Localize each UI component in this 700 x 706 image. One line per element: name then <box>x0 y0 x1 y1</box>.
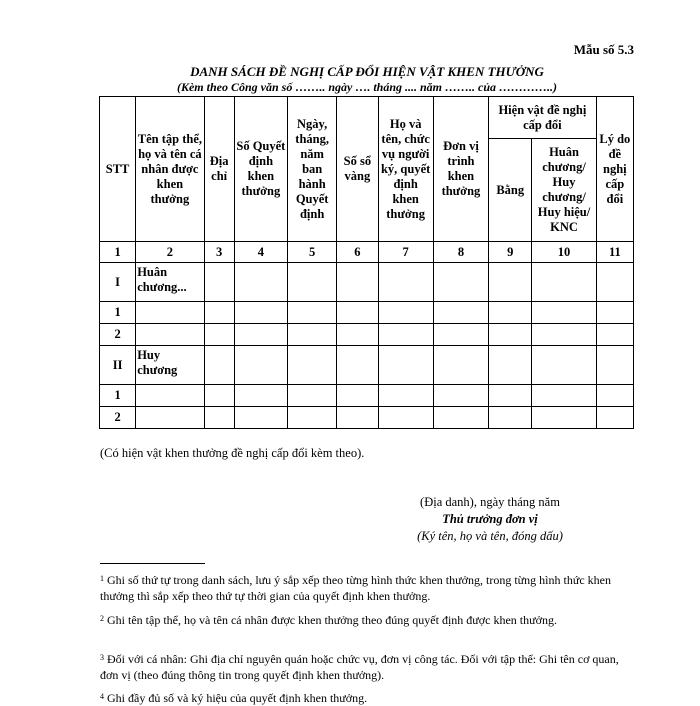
empty-cell <box>532 346 596 385</box>
footnote <box>100 612 630 628</box>
empty-cell <box>433 302 488 324</box>
empty-cell <box>378 302 433 324</box>
group-row <box>100 263 634 302</box>
header-gold-book: Số sổ vàng <box>337 97 378 242</box>
table-row <box>100 385 634 407</box>
column-number: 2 <box>136 242 204 263</box>
column-number: 11 <box>596 242 633 263</box>
empty-cell <box>337 346 378 385</box>
empty-cell <box>596 407 633 429</box>
group-roman: I <box>100 263 136 302</box>
footnote <box>100 651 630 683</box>
empty-cell <box>489 324 532 346</box>
attachment-note: (Có hiện vật khen thưởng đề nghị cấp đổi kèm theo). <box>100 446 365 460</box>
group-name: Huy chương <box>136 346 204 385</box>
table-row <box>100 407 634 429</box>
empty-cell <box>489 407 532 429</box>
empty-cell <box>234 407 287 429</box>
empty-cell <box>136 385 204 407</box>
row-number: 1 <box>100 302 136 324</box>
empty-cell <box>433 324 488 346</box>
header-name: Tên tập thể, họ và tên cá nhân được khen thưởng <box>136 97 204 242</box>
empty-cell <box>204 302 234 324</box>
header-stt: STT <box>100 97 136 242</box>
empty-cell <box>596 324 633 346</box>
header-medal: Huân chương/ Huy chương/ Huy hiệu/ KNC <box>532 139 596 242</box>
empty-cell <box>337 385 378 407</box>
footnote-number: 4 <box>100 692 104 701</box>
empty-cell <box>204 346 234 385</box>
empty-cell <box>288 324 337 346</box>
empty-cell <box>433 407 488 429</box>
empty-cell <box>234 263 287 302</box>
table-row <box>100 324 634 346</box>
empty-cell <box>288 407 337 429</box>
column-number-row <box>100 242 634 263</box>
empty-cell <box>204 263 234 302</box>
signer-instruction: (Ký tên, họ và tên, đóng dấu) <box>417 529 563 543</box>
column-number: 8 <box>433 242 488 263</box>
header-address: Địa chỉ <box>204 97 234 242</box>
empty-cell <box>136 407 204 429</box>
empty-cell <box>337 407 378 429</box>
column-number: 5 <box>288 242 337 263</box>
column-number: 9 <box>489 242 532 263</box>
empty-cell <box>378 407 433 429</box>
empty-cell <box>234 346 287 385</box>
header-decision-date: Ngày, tháng, năm ban hành Quyết định <box>288 97 337 242</box>
empty-cell <box>433 385 488 407</box>
empty-cell <box>596 302 633 324</box>
group-roman: II <box>100 346 136 385</box>
empty-cell <box>489 346 532 385</box>
column-number: 1 <box>100 242 136 263</box>
empty-cell <box>532 385 596 407</box>
row-number: 1 <box>100 385 136 407</box>
signer-title: Thủ trưởng đơn vị <box>442 512 538 526</box>
empty-cell <box>288 263 337 302</box>
header-signer: Họ và tên, chức vụ người ký, quyết định khen thưởng <box>378 97 433 242</box>
header-certificate: Bằng <box>489 139 532 242</box>
empty-cell <box>288 302 337 324</box>
empty-cell <box>489 385 532 407</box>
form-number: Mẫu số 5.3 <box>573 42 634 57</box>
header-items: Hiện vật đề nghị cấp đổi <box>489 97 597 139</box>
empty-cell <box>234 385 287 407</box>
empty-cell <box>532 407 596 429</box>
empty-cell <box>532 263 596 302</box>
empty-cell <box>337 263 378 302</box>
empty-cell <box>234 302 287 324</box>
column-number: 7 <box>378 242 433 263</box>
row-number: 2 <box>100 324 136 346</box>
footnote-number: 1 <box>100 574 104 583</box>
header-submitting-unit: Đơn vị trình khen thưởng <box>433 97 488 242</box>
empty-cell <box>489 302 532 324</box>
footnote-text: Ghi đầy đủ số và ký hiệu của quyết định khen thưởng. <box>107 691 368 705</box>
empty-cell <box>378 346 433 385</box>
footnote-text: Ghi số thứ tự trong danh sách, lưu ý sắp xếp theo từng hình thức khen thưởng, trong từng hình thức khen thưởng thì sắp xếp theo thứ tự thời gian của quyết định khen thưởng. <box>100 573 611 603</box>
empty-cell <box>433 346 488 385</box>
empty-cell <box>378 263 433 302</box>
signature-block <box>390 494 590 545</box>
empty-cell <box>337 302 378 324</box>
empty-cell <box>234 324 287 346</box>
column-number: 4 <box>234 242 287 263</box>
column-number: 3 <box>204 242 234 263</box>
footnote <box>100 690 630 706</box>
empty-cell <box>378 385 433 407</box>
table-row <box>100 302 634 324</box>
place-date: (Địa danh), ngày tháng năm <box>420 495 560 509</box>
empty-cell <box>136 302 204 324</box>
empty-cell <box>288 346 337 385</box>
empty-cell <box>204 324 234 346</box>
header-reason: Lý do đề nghị cấp đổi <box>596 97 633 242</box>
empty-cell <box>337 324 378 346</box>
empty-cell <box>532 324 596 346</box>
footnote-number: 3 <box>100 653 104 662</box>
empty-cell <box>596 263 633 302</box>
empty-cell <box>489 263 532 302</box>
empty-cell <box>204 385 234 407</box>
empty-cell <box>136 324 204 346</box>
document-title: DANH SÁCH ĐỀ NGHỊ CẤP ĐỔI HIỆN VẬT KHEN THƯỞNG <box>190 64 544 79</box>
nomination-table <box>99 96 634 429</box>
footnote-text: Ghi tên tập thể, họ và tên cá nhân được khen thưởng theo đúng quyết định được khen thưởng. <box>107 613 557 627</box>
row-number: 2 <box>100 407 136 429</box>
group-name: Huân chương... <box>136 263 204 302</box>
footnote-number: 2 <box>100 614 104 623</box>
footnote <box>100 572 630 604</box>
group-row <box>100 346 634 385</box>
column-number: 10 <box>532 242 596 263</box>
empty-cell <box>204 407 234 429</box>
footnote-divider <box>100 563 205 564</box>
empty-cell <box>596 346 633 385</box>
footnote-text: Đối với cá nhân: Ghi địa chỉ nguyên quán hoặc chức vụ, đơn vị công tác. Đối với tập thể: Ghi tên cơ quan, đơn vị (theo đúng thông tin trong quyết định khen thưởng). <box>100 652 619 682</box>
column-number: 6 <box>337 242 378 263</box>
empty-cell <box>288 385 337 407</box>
empty-cell <box>532 302 596 324</box>
empty-cell <box>596 385 633 407</box>
document-subtitle: (Kèm theo Công văn số …….. ngày …. tháng .... năm …….. của …………..) <box>176 80 558 94</box>
empty-cell <box>433 263 488 302</box>
empty-cell <box>378 324 433 346</box>
header-decision-number: Số Quyết định khen thưởng <box>234 97 287 242</box>
